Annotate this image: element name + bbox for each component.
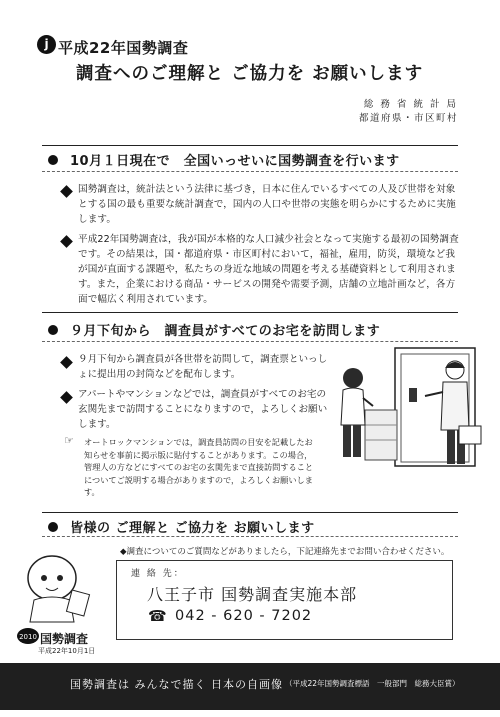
telephone-icon: ☎ (148, 607, 167, 625)
phone-number: 042 - 620 - 7202 (175, 608, 313, 624)
inquiry-note: ◆調査についてのご質問などがありましたら，下記連絡先までお問い合わせください。 (120, 547, 450, 557)
section1-paragraph: 平成22年国勢調査は，我が国が本格的な人口減少社会となって実施する最初の国勢調査です。その結果は，国・都道府県・市区町村において，福祉，雇用，防災，環境など我が国が直面する課題や，私たちの身近な地域の問題を考える基礎資料として利用されます。また，企業における商品・サービスの開発や需要予測，店舗の立地計画など，各方面で幅広く利用されています。 (78, 234, 459, 305)
diamond-bullet-icon (60, 356, 73, 369)
office-name: 八王子市 国勢調査実施本部 (147, 585, 358, 604)
census-logo-icon: j (37, 35, 56, 54)
section2-heading-text: ９月下旬から 調査員がすべてのお宅を訪問します (70, 324, 381, 339)
org-ministry: 総 務 省 統 計 局 (363, 99, 458, 110)
divider (42, 536, 458, 538)
contact-label: 連 絡 先： (131, 569, 185, 579)
footer-slogan: 国勢調査は みんなで描く 日本の自画像 (70, 678, 283, 691)
autolock-note: オートロックマンションでは，調査員訪問の目安を記載したお知らせを事前に掲示版に貼付することがあります。この場合，管理人の方などにすべてのお宅の玄関先まで直接訪問することについてご説明する場合がありますので，よろしくお願いします。 (84, 437, 314, 497)
year-title: 平成22年国勢調査 (58, 39, 189, 57)
section3-heading (48, 517, 315, 536)
section2-paragraph: アパートやマンションなどでは，調査員がすべてのお宅の玄関先まで訪問することになりますので，よろしくお願いします。 (78, 389, 328, 430)
divider (42, 312, 458, 313)
page-title: 調査へのご理解と ご協力を お願いします (76, 64, 424, 84)
diamond-bullet-icon (60, 391, 73, 404)
badge-year: 2010 (19, 633, 37, 641)
divider (42, 145, 458, 146)
section1-heading-text: 10月１日現在で 全国いっせいに国勢調査を行います (70, 154, 400, 169)
pointing-hand-icon: ☞ (64, 434, 74, 447)
footer-credit: （平成22年国勢調査標語 一般部門 総務大臣賞） (285, 679, 460, 688)
divider (42, 512, 458, 513)
diamond-bullet-icon (60, 235, 73, 248)
org-local: 都道府県・市区町村 (358, 113, 458, 124)
bullet-circle-icon (48, 155, 58, 165)
bullet-circle-icon (48, 522, 58, 532)
door-visit-illustration (325, 340, 485, 470)
divider (42, 171, 458, 173)
badge-name: 国勢調査 (40, 632, 89, 646)
section3-heading-text: 皆様の ご理解と ご協力を お願いします (70, 521, 315, 536)
section1-paragraph: 国勢調査は，統計法という法律に基づき，日本に住んでいるすべての人及び世帯を対象とする国の最も重要な統計調査で，国内の人口や世帯の実態を明らかにするために実施します。 (78, 184, 456, 225)
bullet-circle-icon (48, 325, 58, 335)
section2-paragraph: ９月下旬から調査員が各世帯を訪問して，調査票といっしょに提出用の封筒などを配布します。 (78, 354, 328, 380)
diamond-bullet-icon (60, 185, 73, 198)
section1-heading (48, 150, 400, 169)
badge-date: 平成22年10月1日 (38, 647, 96, 655)
section2-heading (48, 320, 380, 339)
